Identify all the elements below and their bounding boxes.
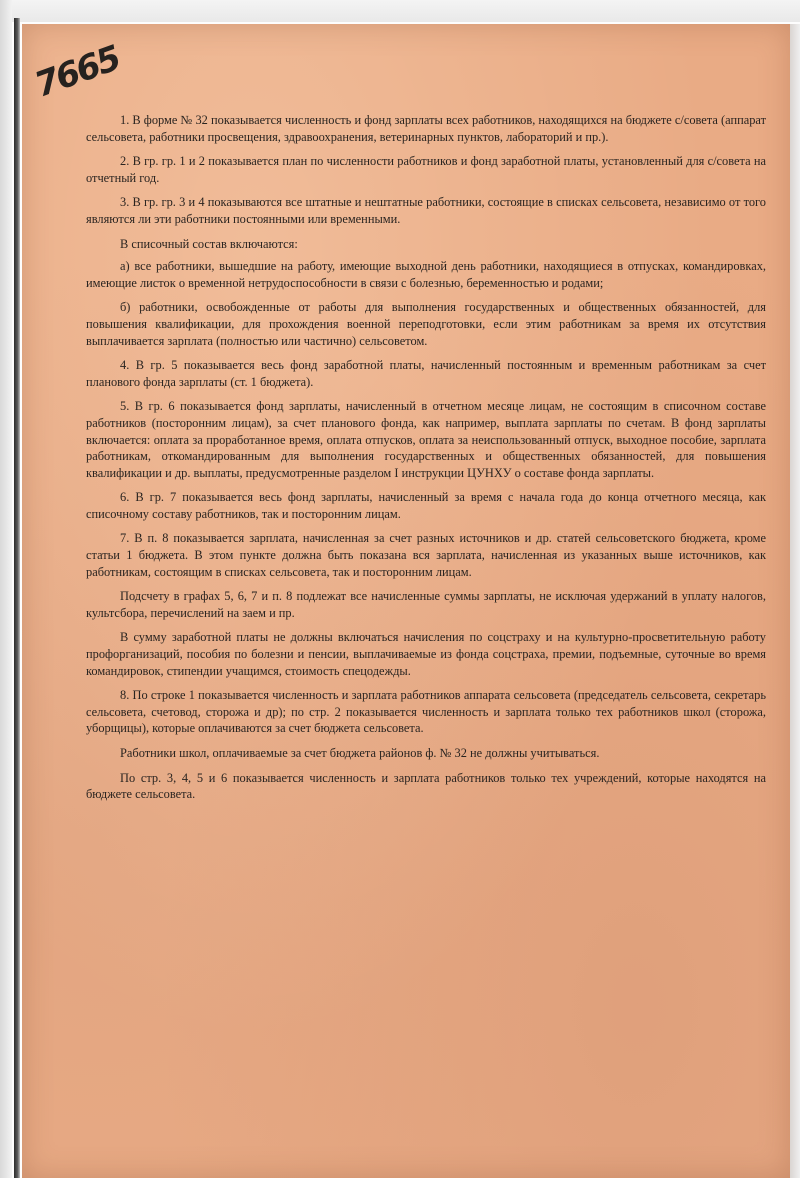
paragraph-4a: а) все работники, вышедшие на работу, имеющие выходной день работники, находящиеся в отпусках, командировках, имеющие листок о временной нетрудоспособности в связи с болезнью, беременностью и родами; xyxy=(86,259,766,290)
paragraph-8: 7. В п. 8 показывается зарплата, начисленная за счет разных источников и др. статей сельсоветского бюджета, кроме статьи 1 бюджета. В этом пункте должна быть показана вся зарплата, начисленная из указанных выше источников, как работникам, состоящим в списках сельсовета, так и посторонним лицам. xyxy=(86,531,766,579)
paragraph-12: Работники школ, оплачиваемые за счет бюджета районов ф. № 32 не должны учитываться. xyxy=(120,746,600,760)
scan-background-left xyxy=(0,0,12,1178)
scan-background-top xyxy=(0,0,800,22)
paragraph-5: 4. В гр. 5 показывается весь фонд заработной платы, начисленный постоянным и временным работникам за счет планового фонда зарплаты (ст. 1 бюджета). xyxy=(86,358,766,389)
paragraph-1: 1. В форме № 32 показывается численность и фонд зарплаты всех работников, находящихся на бюджете с/совета (аппарат сельсовета, работники просвещения, здравоохранения, ветеринарных пунктов, лабораторий и пр.). xyxy=(86,113,766,144)
paragraph-4b: б) работники, освобожденные от работы для выполнения государственных и общественных обязанностей, для повышения квалификации, для прохождения военной переподготовки, если этим работникам за время их отсутствия выплачивается зарплата (полностью или частично) сельсоветом. xyxy=(86,300,766,348)
paragraph-11: 8. По строке 1 показывается численность и зарплата работников аппарата сельсовета (председатель сельсовета, секретарь сельсовета, счетовод, сторожа и др); по стр. 2 показывается численность и зарплата только тех работников школ (сторожа, уборщицы), которые оплачиваются за счет бюджета сельсовета. xyxy=(86,688,766,736)
document-body xyxy=(86,112,766,811)
paragraph-heading: В списочный состав включаются: xyxy=(120,236,298,251)
paragraph-3: 3. В гр. гр. 3 и 4 показываются все штатные и нештатные работники, состоящие в списках сельсовета, независимо от того являются ли эти работники постоянными или временными. xyxy=(86,195,766,226)
paragraph-2: 2. В гр. гр. 1 и 2 показывается план по численности работников и фонд заработной платы, установленный для с/совета на отчетный год. xyxy=(86,154,766,185)
binding-edge xyxy=(14,18,20,1178)
paragraph-10: В сумму заработной платы не должны включаться начисления по соцстраху и на культурно-просветительную работу профорганизаций, пособия по болезни и пенсии, выплачиваемые из фонда соцстраха, премии, подъемные, суточные во время командировок, стипендии учащимся, стоимость спецодежды. xyxy=(86,630,766,678)
archive-number: 7665 xyxy=(29,38,125,106)
paragraph-13: По стр. 3, 4, 5 и 6 показывается численность и зарплата работников только тех учреждений, которые находятся на бюджете сельсовета. xyxy=(86,770,766,802)
paragraph-9: Подсчету в графах 5, 6, 7 и п. 8 подлежат все начисленные суммы зарплаты, не исключая удержаний в уплату налогов, культсбора, перечислений на заем и пр. xyxy=(86,589,766,620)
paragraph-6: 5. В гр. 6 показывается фонд зарплаты, начисленный в отчетном месяце лицам, не состоящим в списочном составе работников (посторонним лицам), за счет планового фонда, как например, выплата зарплаты по счетам. В фонд зарплаты включается: оплата за проработанное время, оплата отпусков, оплата за неиспользованный отпуск, выходное пособие, зарплата работникам, откомандированным для выполнения государственных и общественных обязанностей, для повышения квалификации и др. выплаты, предусмотренные разделом I инструкции ЦУНХУ о составе фонда зарплаты. xyxy=(86,399,766,480)
paragraph-7: 6. В гр. 7 показывается весь фонд зарплаты, начисленный за время с начала года до конца отчетного месяца, как списочному составу работников, так и посторонним лицам. xyxy=(86,490,766,521)
